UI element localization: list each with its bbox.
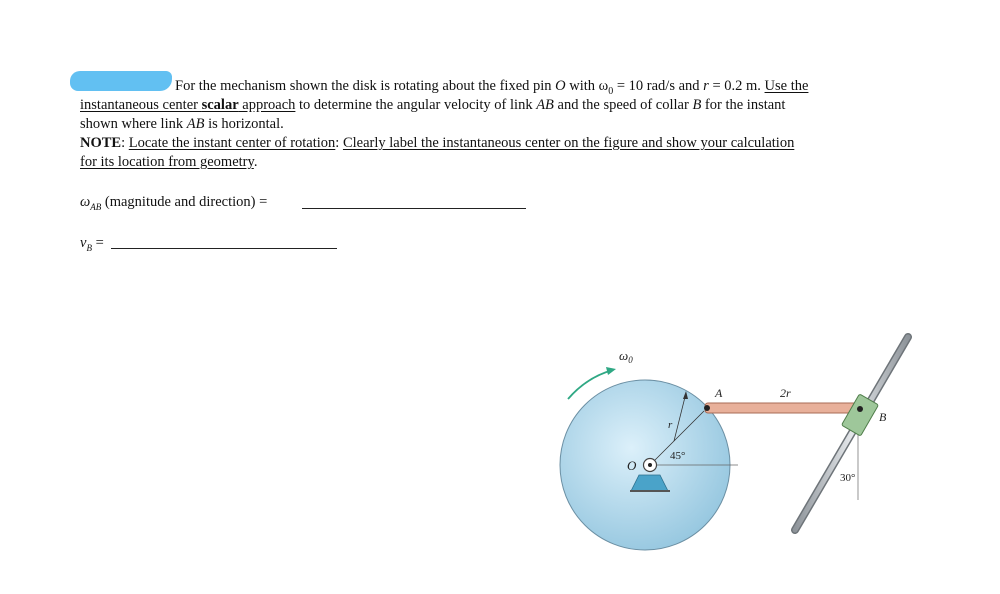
arrow-head: [606, 367, 616, 375]
link-ab: [705, 403, 858, 413]
text: and the speed of collar: [553, 97, 693, 113]
problem-line-2: [80, 96, 785, 114]
guide-rod: [795, 337, 908, 530]
text: For the mechanism shown the disk is rotating about the fixed pin: [175, 78, 556, 94]
vb-answer-label: [80, 234, 104, 257]
var-ab: AB: [536, 97, 554, 113]
text: is horizontal.: [204, 116, 284, 132]
v-sub: B: [86, 242, 92, 253]
pin-b: [857, 406, 863, 412]
note-line-2: [80, 153, 257, 171]
var-r: r: [703, 78, 709, 94]
angle-45-label: 45°: [670, 450, 686, 462]
omega-sub: 0: [608, 85, 614, 97]
var-b: B: [692, 97, 702, 113]
pin-a: [704, 405, 710, 411]
text: for the instant: [701, 97, 786, 113]
text: :: [121, 135, 129, 151]
underlined-text: for its location from geometry: [80, 154, 254, 170]
angle-30-label: 30°: [840, 472, 856, 484]
var-ab: AB: [186, 116, 205, 132]
v-symbol: v: [80, 235, 87, 251]
var-o: O: [555, 78, 566, 94]
omega0-sub: 0: [628, 355, 633, 365]
label-o: O: [627, 458, 637, 473]
underlined-text: Locate the instant center of rotation: [128, 135, 336, 151]
omega-sub: AB: [90, 201, 102, 212]
text: =: [91, 235, 104, 251]
pin-center: [648, 463, 652, 467]
underlined-text: Clearly label the instantaneous center on the figure and show your calculation: [342, 135, 795, 151]
bold-underlined-text: scalar: [201, 97, 239, 113]
omega-ab-answer-label: [80, 193, 267, 216]
problem-line-3: [80, 115, 284, 133]
text: = 10 rad/s and: [613, 78, 704, 94]
omega-text: with ω: [565, 78, 609, 94]
note-label: NOTE: [80, 135, 122, 151]
label-2r: 2r: [780, 386, 791, 400]
underlined-text: Use the: [764, 78, 809, 94]
text: (magnitude and direction) =: [101, 194, 268, 210]
omega0-label: [619, 348, 633, 365]
label-b: B: [879, 410, 887, 424]
note-line-1: [80, 134, 794, 152]
omega-ab-answer-blank[interactable]: [302, 208, 526, 209]
omega-symbol: ω: [80, 194, 91, 210]
underlined-text: instantaneous center: [80, 97, 202, 113]
vb-answer-blank[interactable]: [111, 248, 337, 249]
text: .: [253, 154, 258, 170]
text: = 0.2 m.: [708, 78, 765, 94]
underlined-text: approach: [238, 97, 296, 113]
mechanism-figure: [550, 325, 930, 590]
redaction-mark: [70, 71, 172, 91]
text: :: [335, 135, 343, 151]
omega0-symbol: ω: [619, 348, 629, 363]
label-a: A: [715, 386, 723, 400]
label-r: r: [668, 419, 673, 431]
text: shown where link: [80, 116, 187, 132]
text: to determine the angular velocity of link: [295, 97, 537, 113]
